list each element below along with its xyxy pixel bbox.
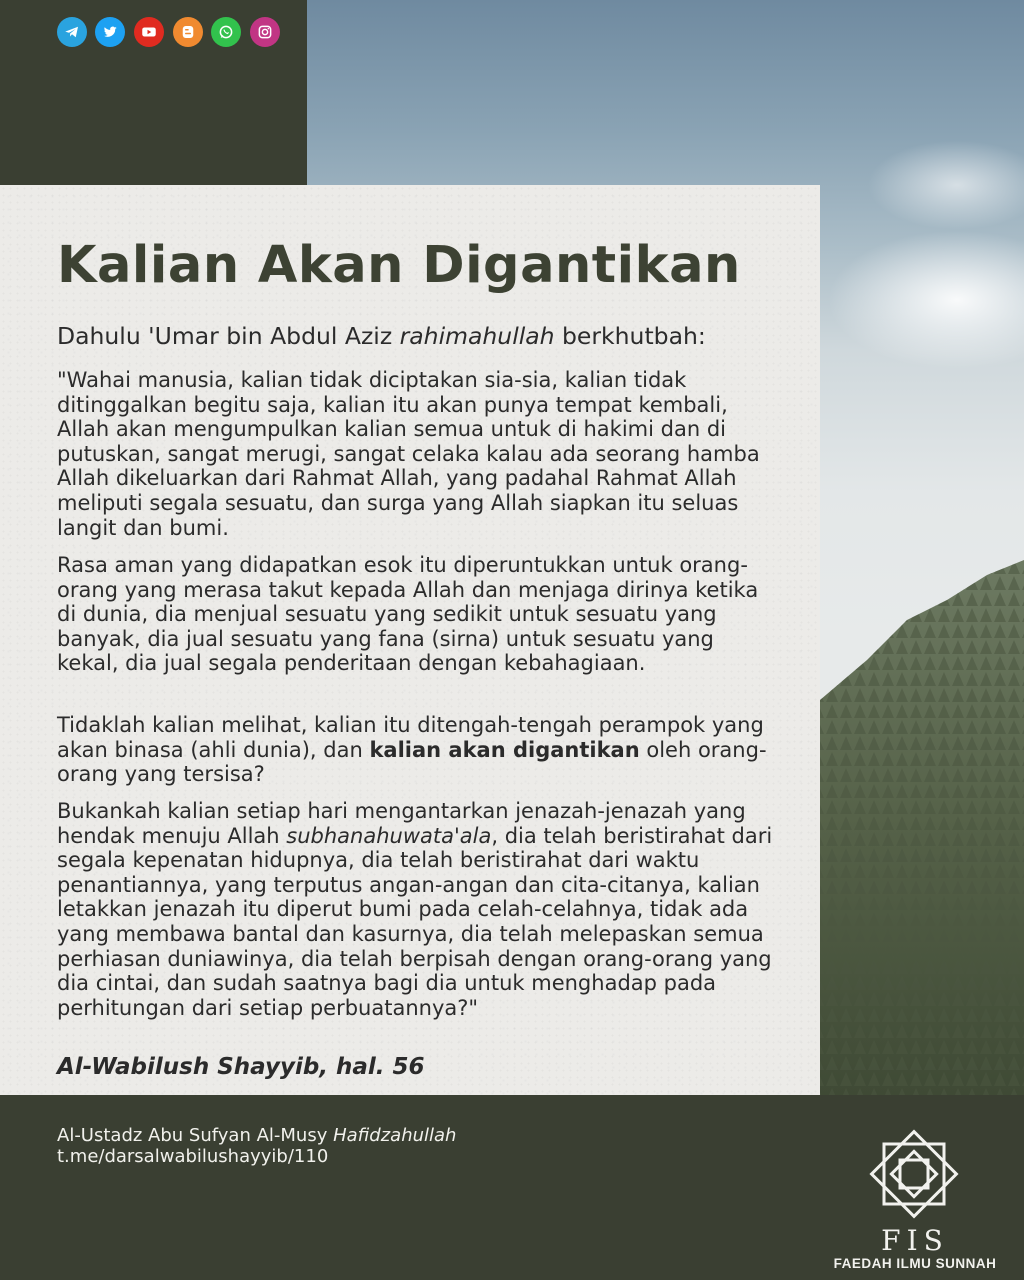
- twitter-icon[interactable]: [95, 17, 125, 47]
- paragraph-3-end: oleh orang-orang yang tersisa?: [57, 737, 767, 787]
- source-reference: Al-Wabilush Shayyib, hal. 56: [57, 1054, 425, 1080]
- youtube-icon[interactable]: [134, 17, 164, 47]
- speaker-honorific: Hafidzahullah: [333, 1125, 457, 1146]
- intro-honorific: rahimahullah: [399, 322, 555, 350]
- page-title: Kalian Akan Digantikan: [57, 236, 741, 295]
- whatsapp-icon[interactable]: [211, 17, 241, 47]
- instagram-icon[interactable]: [250, 17, 280, 47]
- paragraph-2: Rasa aman yang didapatkan esok itu diperuntukkan untuk orang-orang yang merasa takut kepada Allah dan menjaga dirinya ketika di dunia, dia menjual sesuatu yang sedikit untuk sesuatu yang banyak, dia jual sesuatu yang fana (sirna) untuk sesuatu yang kekal, dia jual segala penderitaan dengan kebahagiaan.: [57, 553, 759, 676]
- logo-text: FIS: [881, 1224, 949, 1257]
- paragraph-4-end: , dia telah beristirahat dari segala kepenatan hidupnya, dia telah beristirahat dari waktu penantiannya, yang terputus angan-angan dan cita-citanya, kalian letakkan jenazah itu diperut bumi pada celah-celahnya, tidak ada yang membawa bantal dan kasurnya, dia telah melepaskan semua perhiasan duniawinya, dia telah berpisah dengan orang-orang yang dia cintai, dan sudah saatnya bagi dia untuk menghadap pada perhitungan dari setiap perbuatannya?": [57, 823, 773, 1020]
- source-link[interactable]: t.me/darsalwabilushayyib/110: [57, 1146, 329, 1167]
- paragraph-3: [57, 713, 777, 787]
- speaker-credit: [57, 1125, 456, 1146]
- intro-text: [57, 320, 797, 352]
- paragraph-3-start: Tidaklah kalian melihat, kalian itu ditengah-tengah perampok yang akan binasa (ahli dunia), dan: [57, 713, 764, 762]
- speaker-name: Al-Ustadz Abu Sufyan Al-Musy: [57, 1125, 334, 1146]
- paragraph-1: "Wahai manusia, kalian tidak diciptakan sia-sia, kalian tidak ditinggalkan begitu saja, kalian itu akan punya tempat kembali, Allah akan mengumpulkan kalian semua untuk di hakimi dan di putuskan, sangat merugi, sangat celaka kalau ada seorang hamba Allah dikeluarkan dari Rahmat Allah, yang padahal Rahmat Allah meliputi segala sesuatu, dan surga yang Allah siapkan itu seluas langit dan bumi.: [57, 368, 760, 540]
- paragraph-4-honorific: subhanahuwata'ala: [286, 823, 492, 848]
- blogger-icon[interactable]: [173, 17, 203, 47]
- intro-text-start: Dahulu 'Umar bin Abdul Aziz: [57, 322, 400, 350]
- paragraph-4-start: Bukankah kalian setiap hari mengantarkan jenazah-jenazah yang hendak menuju Allah: [57, 799, 746, 848]
- intro-text-end: berkhutbah:: [554, 322, 706, 350]
- paragraph-3-emphasis: kalian akan digantikan: [369, 737, 640, 762]
- paragraph-4: [57, 799, 777, 1020]
- fis-logo-icon: [862, 1122, 966, 1226]
- logo-subtitle: FAEDAH ILMU SUNNAH: [833, 1256, 997, 1271]
- telegram-icon[interactable]: [57, 17, 87, 47]
